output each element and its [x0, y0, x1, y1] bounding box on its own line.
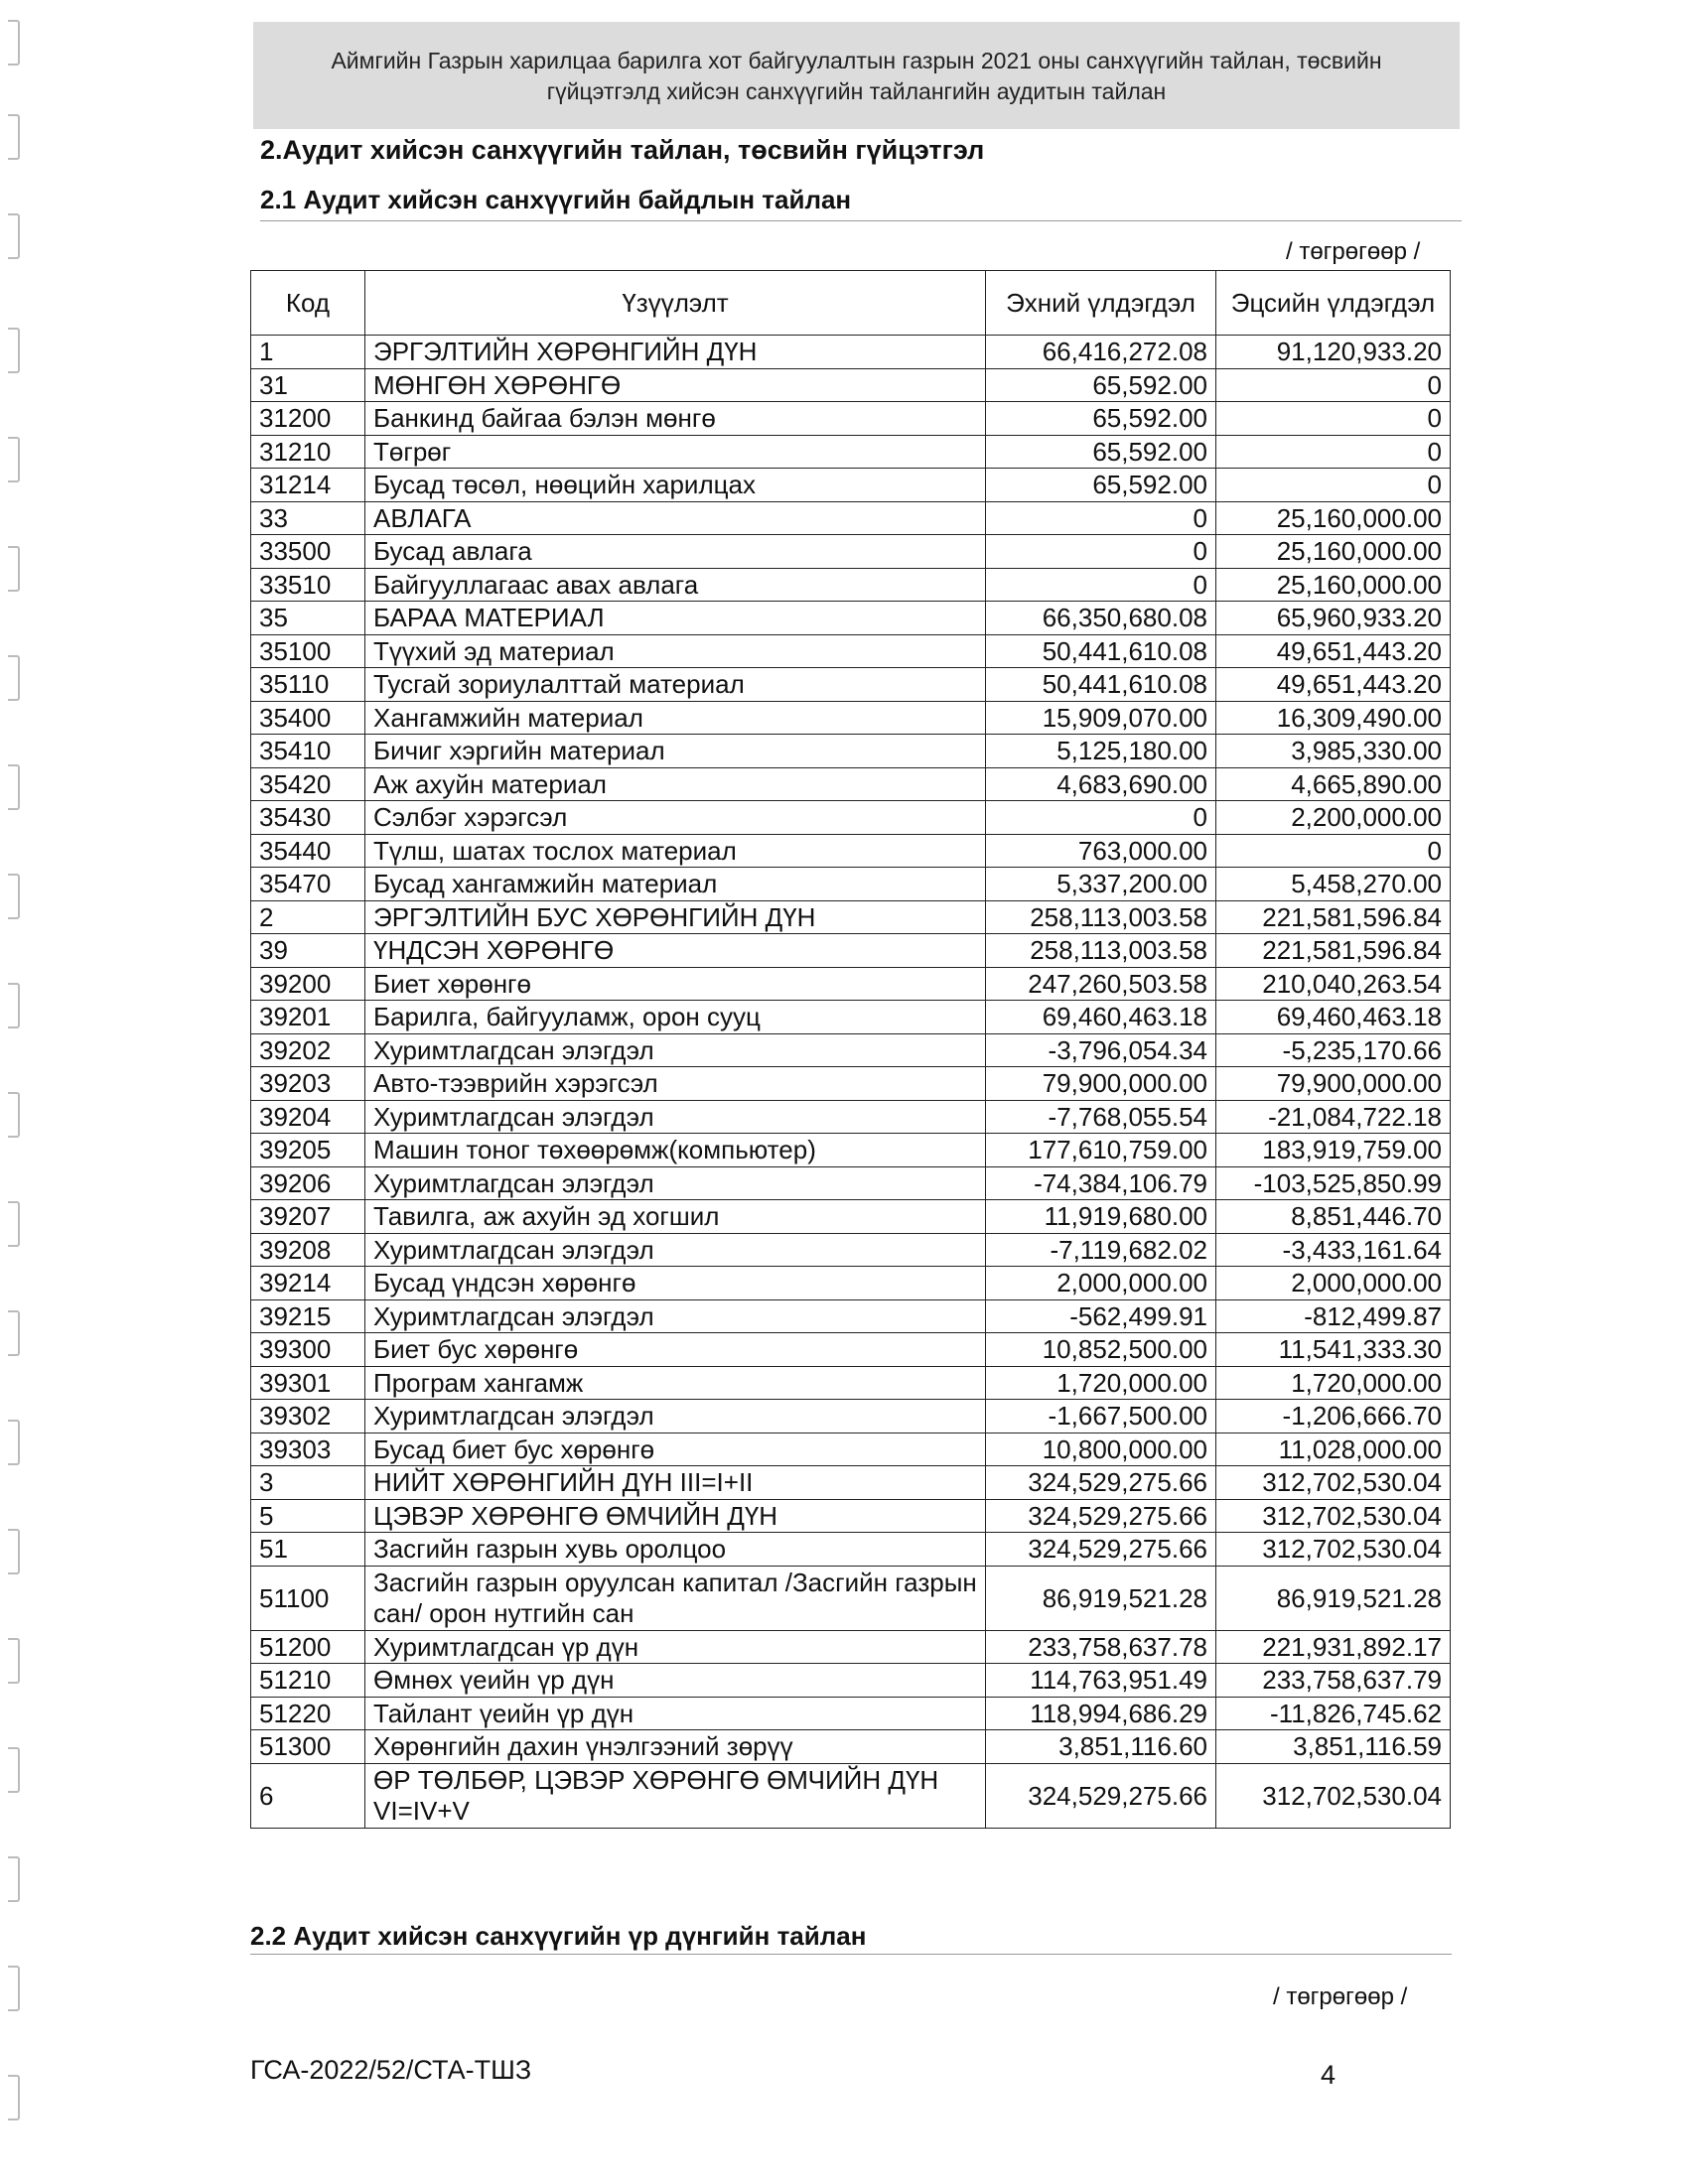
row-closing-balance: 3,985,330.00	[1216, 735, 1451, 768]
row-code: 31214	[251, 469, 365, 502]
row-opening-balance: 324,529,275.66	[986, 1763, 1216, 1828]
row-description: Засгийн газрын хувь оролцоо	[365, 1533, 986, 1567]
row-code: 31210	[251, 435, 365, 469]
table-row	[251, 1664, 1451, 1698]
row-description: ЭРГЭЛТИЙН ХӨРӨНГИЙН ДҮН	[365, 336, 986, 369]
row-code: 35470	[251, 868, 365, 901]
row-opening-balance: 69,460,463.18	[986, 1001, 1216, 1034]
row-code: 35420	[251, 767, 365, 801]
row-description: ЦЭВЭР ХӨРӨНГӨ ӨМЧИЙН ДҮН	[365, 1499, 986, 1533]
row-code: 3	[251, 1466, 365, 1500]
table-row	[251, 668, 1451, 702]
table-row	[251, 767, 1451, 801]
table-row	[251, 1730, 1451, 1764]
row-code: 51220	[251, 1697, 365, 1730]
row-opening-balance: 10,852,500.00	[986, 1333, 1216, 1367]
table-row	[251, 634, 1451, 668]
row-description: Түлш, шатах тослох материал	[365, 834, 986, 868]
row-code: 39207	[251, 1200, 365, 1234]
row-closing-balance: 11,028,000.00	[1216, 1433, 1451, 1466]
row-description: Тайлант үеийн үр дүн	[365, 1697, 986, 1730]
row-closing-balance: 210,040,263.54	[1216, 967, 1451, 1001]
table-header-row	[251, 271, 1451, 336]
row-description: Хөрөнгийн дахин үнэлгээний зөрүү	[365, 1730, 986, 1764]
col-header-code: Код	[251, 271, 365, 336]
row-closing-balance: 0	[1216, 834, 1451, 868]
row-closing-balance: 25,160,000.00	[1216, 568, 1451, 602]
row-opening-balance: -7,768,055.54	[986, 1100, 1216, 1134]
row-code: 39301	[251, 1366, 365, 1400]
next-heading-rule	[250, 1954, 1452, 1955]
row-description: Аж ахуйн материал	[365, 767, 986, 801]
row-opening-balance: 3,851,116.60	[986, 1730, 1216, 1764]
row-closing-balance: 0	[1216, 469, 1451, 502]
row-opening-balance: 247,260,503.58	[986, 967, 1216, 1001]
table-row	[251, 967, 1451, 1001]
row-description: Хуримтлагдсан элэгдэл	[365, 1400, 986, 1433]
row-opening-balance: 86,919,521.28	[986, 1566, 1216, 1630]
row-closing-balance: 183,919,759.00	[1216, 1134, 1451, 1167]
next-sub-heading: 2.2 Аудит хийсэн санхүүгийн үр дүнгийн тайлан	[250, 1921, 867, 1951]
row-code: 39202	[251, 1033, 365, 1067]
row-closing-balance: -11,826,745.62	[1216, 1697, 1451, 1730]
header-title-line2: гүйцэтгэлд хийсэн санхүүгийн тайлангийн аудитын тайлан	[546, 78, 1167, 104]
row-closing-balance: 86,919,521.28	[1216, 1566, 1451, 1630]
row-closing-balance: 0	[1216, 368, 1451, 402]
row-closing-balance: 25,160,000.00	[1216, 501, 1451, 535]
row-description: Бусад авлага	[365, 535, 986, 569]
row-opening-balance: 1,720,000.00	[986, 1366, 1216, 1400]
row-opening-balance: 2,000,000.00	[986, 1267, 1216, 1300]
row-closing-balance: -812,499.87	[1216, 1299, 1451, 1333]
row-closing-balance: 65,960,933.20	[1216, 602, 1451, 635]
row-code: 35110	[251, 668, 365, 702]
row-description: Төгрөг	[365, 435, 986, 469]
sub-heading-rule	[260, 220, 1462, 221]
row-code: 35100	[251, 634, 365, 668]
row-closing-balance: 312,702,530.04	[1216, 1466, 1451, 1500]
row-code: 51100	[251, 1566, 365, 1630]
table-row	[251, 1433, 1451, 1466]
row-closing-balance: 49,651,443.20	[1216, 634, 1451, 668]
col-header-opening: Эхний үлдэгдэл	[986, 271, 1216, 336]
row-opening-balance: 65,592.00	[986, 435, 1216, 469]
row-opening-balance: 66,350,680.08	[986, 602, 1216, 635]
row-opening-balance: 65,592.00	[986, 402, 1216, 436]
balance-sheet-table	[250, 270, 1451, 1829]
table-row	[251, 1233, 1451, 1267]
report-header	[253, 22, 1460, 129]
row-code: 39205	[251, 1134, 365, 1167]
row-code: 33	[251, 501, 365, 535]
row-description: НИЙТ ХӨРӨНГИЙН ДҮН III=I+II	[365, 1466, 986, 1500]
row-code: 39208	[251, 1233, 365, 1267]
row-description: Засгийн газрын оруулсан капитал /Засгийн газрын сан/ орон нутгийн сан	[365, 1566, 986, 1630]
row-description: Биет хөрөнгө	[365, 967, 986, 1001]
row-code: 35	[251, 602, 365, 635]
row-closing-balance: -103,525,850.99	[1216, 1166, 1451, 1200]
row-opening-balance: 324,529,275.66	[986, 1499, 1216, 1533]
row-description: Хуримтлагдсан элэгдэл	[365, 1100, 986, 1134]
table-row	[251, 435, 1451, 469]
row-code: 39200	[251, 967, 365, 1001]
row-closing-balance: 25,160,000.00	[1216, 535, 1451, 569]
row-description: АВЛАГА	[365, 501, 986, 535]
table-row	[251, 1033, 1451, 1067]
row-closing-balance: 2,200,000.00	[1216, 801, 1451, 835]
row-closing-balance: 8,851,446.70	[1216, 1200, 1451, 1234]
row-opening-balance: 0	[986, 801, 1216, 835]
row-code: 33500	[251, 535, 365, 569]
row-code: 51200	[251, 1630, 365, 1664]
row-closing-balance: 0	[1216, 435, 1451, 469]
row-code: 31200	[251, 402, 365, 436]
row-code: 2	[251, 900, 365, 934]
row-code: 51300	[251, 1730, 365, 1764]
table-row	[251, 934, 1451, 968]
row-description: Програм хангамж	[365, 1366, 986, 1400]
row-description: Биет бус хөрөнгө	[365, 1333, 986, 1367]
row-description: Банкинд байгаа бэлэн мөнгө	[365, 402, 986, 436]
row-opening-balance: 4,683,690.00	[986, 767, 1216, 801]
row-closing-balance: 221,931,892.17	[1216, 1630, 1451, 1664]
row-opening-balance: 50,441,610.08	[986, 634, 1216, 668]
table-row	[251, 1763, 1451, 1828]
row-description: Хуримтлагдсан элэгдэл	[365, 1233, 986, 1267]
row-closing-balance: 11,541,333.30	[1216, 1333, 1451, 1367]
table-row	[251, 1566, 1451, 1630]
table-row	[251, 1267, 1451, 1300]
row-code: 39204	[251, 1100, 365, 1134]
row-opening-balance: -1,667,500.00	[986, 1400, 1216, 1433]
table-row	[251, 900, 1451, 934]
row-code: 35440	[251, 834, 365, 868]
header-title-line1: Аймгийн Газрын харилцаа барилга хот байгуулалтын газрын 2021 оны санхүүгийн тайлан, төсвийн	[331, 48, 1382, 73]
page-number: 4	[1321, 2060, 1336, 2090]
row-description: Бусад биет бус хөрөнгө	[365, 1433, 986, 1466]
table-row	[251, 1001, 1451, 1034]
row-closing-balance: 221,581,596.84	[1216, 900, 1451, 934]
sub-heading: 2.1 Аудит хийсэн санхүүгийн байдлын тайлан	[260, 185, 852, 214]
row-opening-balance: 763,000.00	[986, 834, 1216, 868]
row-closing-balance: 5,458,270.00	[1216, 868, 1451, 901]
row-closing-balance: 312,702,530.04	[1216, 1533, 1451, 1567]
row-opening-balance: -3,796,054.34	[986, 1033, 1216, 1067]
row-opening-balance: 118,994,686.29	[986, 1697, 1216, 1730]
row-opening-balance: 11,919,680.00	[986, 1200, 1216, 1234]
row-code: 35430	[251, 801, 365, 835]
row-opening-balance: 79,900,000.00	[986, 1067, 1216, 1101]
table-row	[251, 1299, 1451, 1333]
row-opening-balance: 5,125,180.00	[986, 735, 1216, 768]
row-description: Авто-тээврийн хэрэгсэл	[365, 1067, 986, 1101]
row-description: Байгууллагаас авах авлага	[365, 568, 986, 602]
row-opening-balance: 65,592.00	[986, 368, 1216, 402]
table-row	[251, 1333, 1451, 1367]
row-code: 39203	[251, 1067, 365, 1101]
row-opening-balance: 15,909,070.00	[986, 701, 1216, 735]
table-row	[251, 701, 1451, 735]
row-code: 51	[251, 1533, 365, 1567]
table-row	[251, 535, 1451, 569]
table-row	[251, 1400, 1451, 1433]
row-opening-balance: 324,529,275.66	[986, 1466, 1216, 1500]
row-opening-balance: 5,337,200.00	[986, 868, 1216, 901]
table-row	[251, 1100, 1451, 1134]
unit-label: / төгрөгөөр /	[1286, 238, 1421, 265]
table-row	[251, 1134, 1451, 1167]
row-opening-balance: 50,441,610.08	[986, 668, 1216, 702]
row-closing-balance: 2,000,000.00	[1216, 1267, 1451, 1300]
row-opening-balance: 114,763,951.49	[986, 1664, 1216, 1698]
row-description: Машин тоног төхөөрөмж(компьютер)	[365, 1134, 986, 1167]
table-row	[251, 469, 1451, 502]
row-closing-balance: 221,581,596.84	[1216, 934, 1451, 968]
row-description: Түүхий эд материал	[365, 634, 986, 668]
col-header-description: Үзүүлэлт	[365, 271, 986, 336]
row-closing-balance: 1,720,000.00	[1216, 1366, 1451, 1400]
row-closing-balance: 312,702,530.04	[1216, 1499, 1451, 1533]
table-row	[251, 336, 1451, 369]
table-row	[251, 735, 1451, 768]
row-description: Бусад үндсэн хөрөнгө	[365, 1267, 986, 1300]
row-code: 39302	[251, 1400, 365, 1433]
row-description: ЭРГЭЛТИЙН БУС ХӨРӨНГИЙН ДҮН	[365, 900, 986, 934]
next-unit-label: / төгрөгөөр /	[1273, 1983, 1408, 2010]
row-code: 31	[251, 368, 365, 402]
table-row	[251, 568, 1451, 602]
row-closing-balance: 69,460,463.18	[1216, 1001, 1451, 1034]
row-closing-balance: 91,120,933.20	[1216, 336, 1451, 369]
row-opening-balance: 177,610,759.00	[986, 1134, 1216, 1167]
table-row	[251, 1166, 1451, 1200]
row-code: 5	[251, 1499, 365, 1533]
row-closing-balance: 3,851,116.59	[1216, 1730, 1451, 1764]
row-code: 39300	[251, 1333, 365, 1367]
table-row	[251, 602, 1451, 635]
row-code: 35410	[251, 735, 365, 768]
row-closing-balance: -3,433,161.64	[1216, 1233, 1451, 1267]
row-description: БАРАА МАТЕРИАЛ	[365, 602, 986, 635]
row-description: Барилга, байгууламж, орон сууц	[365, 1001, 986, 1034]
row-code: 39214	[251, 1267, 365, 1300]
table-row	[251, 1533, 1451, 1567]
row-opening-balance: 0	[986, 535, 1216, 569]
row-closing-balance: 79,900,000.00	[1216, 1067, 1451, 1101]
table-row	[251, 834, 1451, 868]
section-heading: 2.Аудит хийсэн санхүүгийн тайлан, төсвийн гүйцэтгэл	[260, 135, 985, 165]
row-description: Хуримтлагдсан элэгдэл	[365, 1166, 986, 1200]
table-row	[251, 1697, 1451, 1730]
table-row	[251, 501, 1451, 535]
row-opening-balance: 65,592.00	[986, 469, 1216, 502]
binding-holes	[0, 0, 60, 2184]
row-code: 33510	[251, 568, 365, 602]
table-row	[251, 1466, 1451, 1500]
table-row	[251, 1067, 1451, 1101]
table-row	[251, 368, 1451, 402]
row-code: 39215	[251, 1299, 365, 1333]
row-closing-balance: -1,206,666.70	[1216, 1400, 1451, 1433]
row-closing-balance: -21,084,722.18	[1216, 1100, 1451, 1134]
table-row	[251, 1630, 1451, 1664]
table-row	[251, 801, 1451, 835]
row-description: Тусгай зориулалттай материал	[365, 668, 986, 702]
row-description: МӨНГӨН ХӨРӨНГӨ	[365, 368, 986, 402]
row-opening-balance: -562,499.91	[986, 1299, 1216, 1333]
row-closing-balance: 312,702,530.04	[1216, 1763, 1451, 1828]
row-description: Хуримтлагдсан элэгдэл	[365, 1033, 986, 1067]
row-description: Бичиг хэргийн материал	[365, 735, 986, 768]
row-description: Хангамжийн материал	[365, 701, 986, 735]
row-opening-balance: 66,416,272.08	[986, 336, 1216, 369]
row-description: Бусад хангамжийн материал	[365, 868, 986, 901]
table-row	[251, 1366, 1451, 1400]
table-row	[251, 868, 1451, 901]
row-closing-balance: 4,665,890.00	[1216, 767, 1451, 801]
row-description: Хуримтлагдсан элэгдэл	[365, 1299, 986, 1333]
row-opening-balance: -7,119,682.02	[986, 1233, 1216, 1267]
row-closing-balance: 233,758,637.79	[1216, 1664, 1451, 1698]
table-row	[251, 402, 1451, 436]
col-header-closing: Эцсийн үлдэгдэл	[1216, 271, 1451, 336]
row-code: 35400	[251, 701, 365, 735]
row-opening-balance: 258,113,003.58	[986, 934, 1216, 968]
row-description: Өмнөх үеийн үр дүн	[365, 1664, 986, 1698]
row-opening-balance: 10,800,000.00	[986, 1433, 1216, 1466]
row-closing-balance: 16,309,490.00	[1216, 701, 1451, 735]
row-code: 39201	[251, 1001, 365, 1034]
row-description: ӨР ТӨЛБӨР, ЦЭВЭР ХӨРӨНГӨ ӨМЧИЙН ДҮН VI=IV+V	[365, 1763, 986, 1828]
table-body	[251, 336, 1451, 1829]
row-code: 51210	[251, 1664, 365, 1698]
row-description: Хуримтлагдсан үр дүн	[365, 1630, 986, 1664]
row-opening-balance: 0	[986, 501, 1216, 535]
row-description: Бусад төсөл, нөөцийн харилцах	[365, 469, 986, 502]
row-description: Сэлбэг хэрэгсэл	[365, 801, 986, 835]
row-code: 39303	[251, 1433, 365, 1466]
row-closing-balance: 0	[1216, 402, 1451, 436]
row-opening-balance: 0	[986, 568, 1216, 602]
row-code: 39	[251, 934, 365, 968]
row-opening-balance: 324,529,275.66	[986, 1533, 1216, 1567]
row-code: 39206	[251, 1166, 365, 1200]
row-code: 1	[251, 336, 365, 369]
row-opening-balance: 258,113,003.58	[986, 900, 1216, 934]
row-closing-balance: 49,651,443.20	[1216, 668, 1451, 702]
table-row	[251, 1200, 1451, 1234]
table-row	[251, 1499, 1451, 1533]
row-opening-balance: -74,384,106.79	[986, 1166, 1216, 1200]
row-description: Тавилга, аж ахуйн эд хогшил	[365, 1200, 986, 1234]
document-code: ГСА-2022/52/СТА-ТШЗ	[250, 2055, 532, 2085]
row-code: 6	[251, 1763, 365, 1828]
row-closing-balance: -5,235,170.66	[1216, 1033, 1451, 1067]
row-opening-balance: 233,758,637.78	[986, 1630, 1216, 1664]
row-description: ҮНДСЭН ХӨРӨНГӨ	[365, 934, 986, 968]
